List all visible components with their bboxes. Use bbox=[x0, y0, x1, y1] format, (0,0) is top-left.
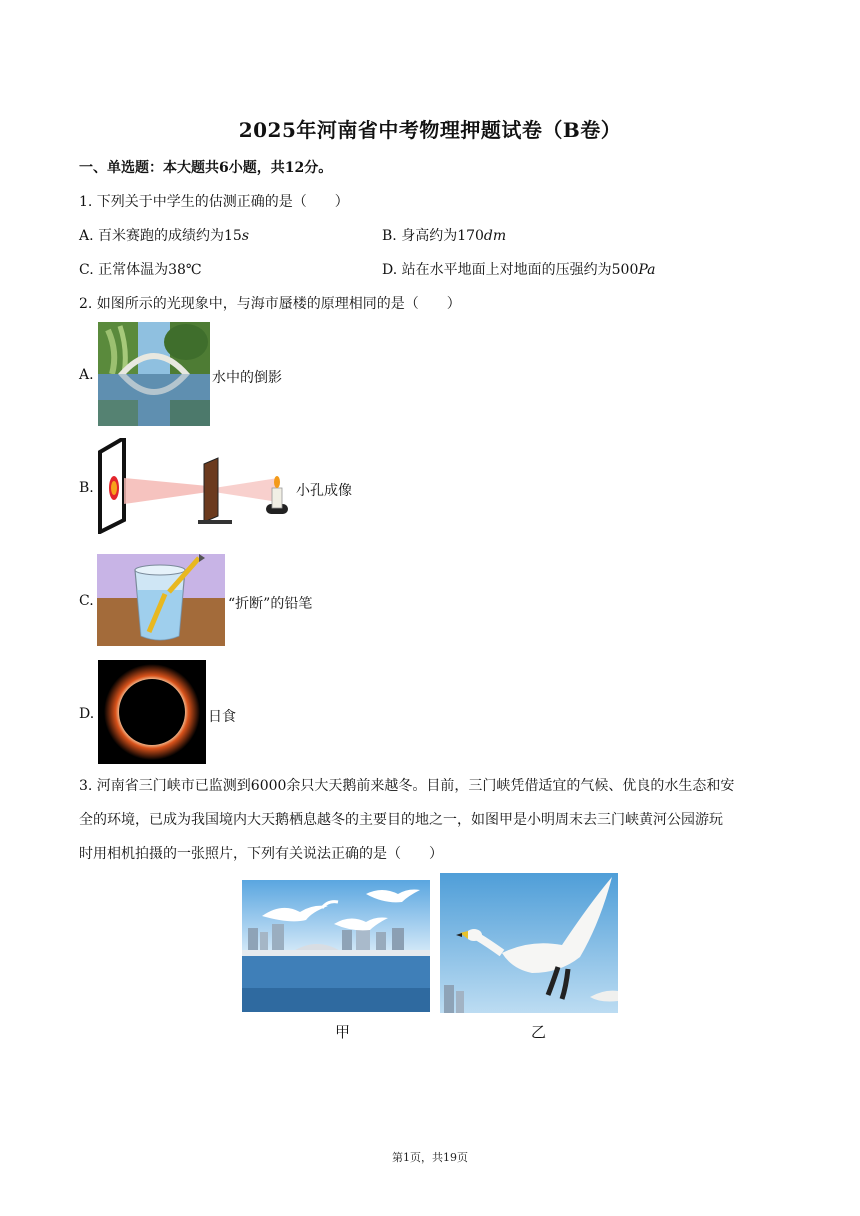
figure-yi-label: 乙 bbox=[531, 1023, 547, 1041]
question-1-stem: 1. 下列关于中学生的估测正确的是（ ） bbox=[79, 194, 349, 210]
question-3-line-1: 3. 河南省三门峡市已监测到6000余只大天鹅前来越冬。目前，三门峡凭借适宜的气候、优良的水生态和安 bbox=[79, 778, 735, 794]
question-3-line-2: 全的环境，已成为我国境内大天鹅栖息越冬的主要目的地之一，如图甲是小明周末去三门峡黄河公园游玩 bbox=[79, 812, 723, 828]
option-a-text: A. 百米赛跑的成绩约为15 bbox=[79, 228, 242, 244]
solar-eclipse-image bbox=[98, 660, 206, 764]
option-a-unit: s bbox=[241, 228, 250, 244]
swan-closeup-photo bbox=[440, 873, 618, 1013]
question-2-label-b: B. bbox=[79, 480, 94, 496]
pinhole-imaging-image bbox=[96, 438, 294, 534]
question-2-label-d: D. bbox=[79, 706, 95, 722]
section-heading: 一、单选题：本大题共6小题，共12分。 bbox=[79, 160, 333, 176]
option-c-text: C. 正常体温为38℃ bbox=[79, 262, 202, 278]
page-title: 2025年河南省中考物理押题试卷（B卷） bbox=[238, 118, 622, 142]
page-footer: 第1页，共19页 bbox=[392, 1151, 468, 1164]
option-d-text: D. 站在水平地面上对地面的压强约为500 bbox=[382, 262, 639, 278]
question-3-line-3: 时用相机拍摄的一张照片，下列有关说法正确的是（ ） bbox=[79, 846, 443, 862]
question-2-caption-a: 水中的倒影 bbox=[212, 370, 282, 386]
question-2-label-a: A. bbox=[79, 367, 94, 383]
question-2-caption-b: 小孔成像 bbox=[296, 483, 352, 499]
figure-jia-label: 甲 bbox=[335, 1023, 351, 1041]
question-1-option-d bbox=[382, 259, 656, 279]
question-1-option-c bbox=[79, 259, 202, 279]
question-2-stem: 2. 如图所示的光现象中，与海市蜃楼的原理相同的是（ ） bbox=[79, 296, 461, 312]
swans-over-lake-photo bbox=[242, 880, 430, 1012]
question-2-caption-c: “折断”的铅笔 bbox=[228, 596, 313, 612]
question-2-label-c: C. bbox=[79, 593, 94, 609]
question-2-caption-d: 日食 bbox=[208, 709, 236, 725]
bent-pencil-image bbox=[97, 554, 225, 646]
option-b-unit: dm bbox=[483, 228, 507, 244]
option-d-unit: Pa bbox=[638, 262, 656, 278]
question-1-option-a bbox=[79, 225, 249, 245]
bridge-reflection-image bbox=[98, 322, 210, 426]
option-b-text: B. 身高约为170 bbox=[382, 228, 484, 244]
question-1-option-b bbox=[382, 225, 506, 245]
